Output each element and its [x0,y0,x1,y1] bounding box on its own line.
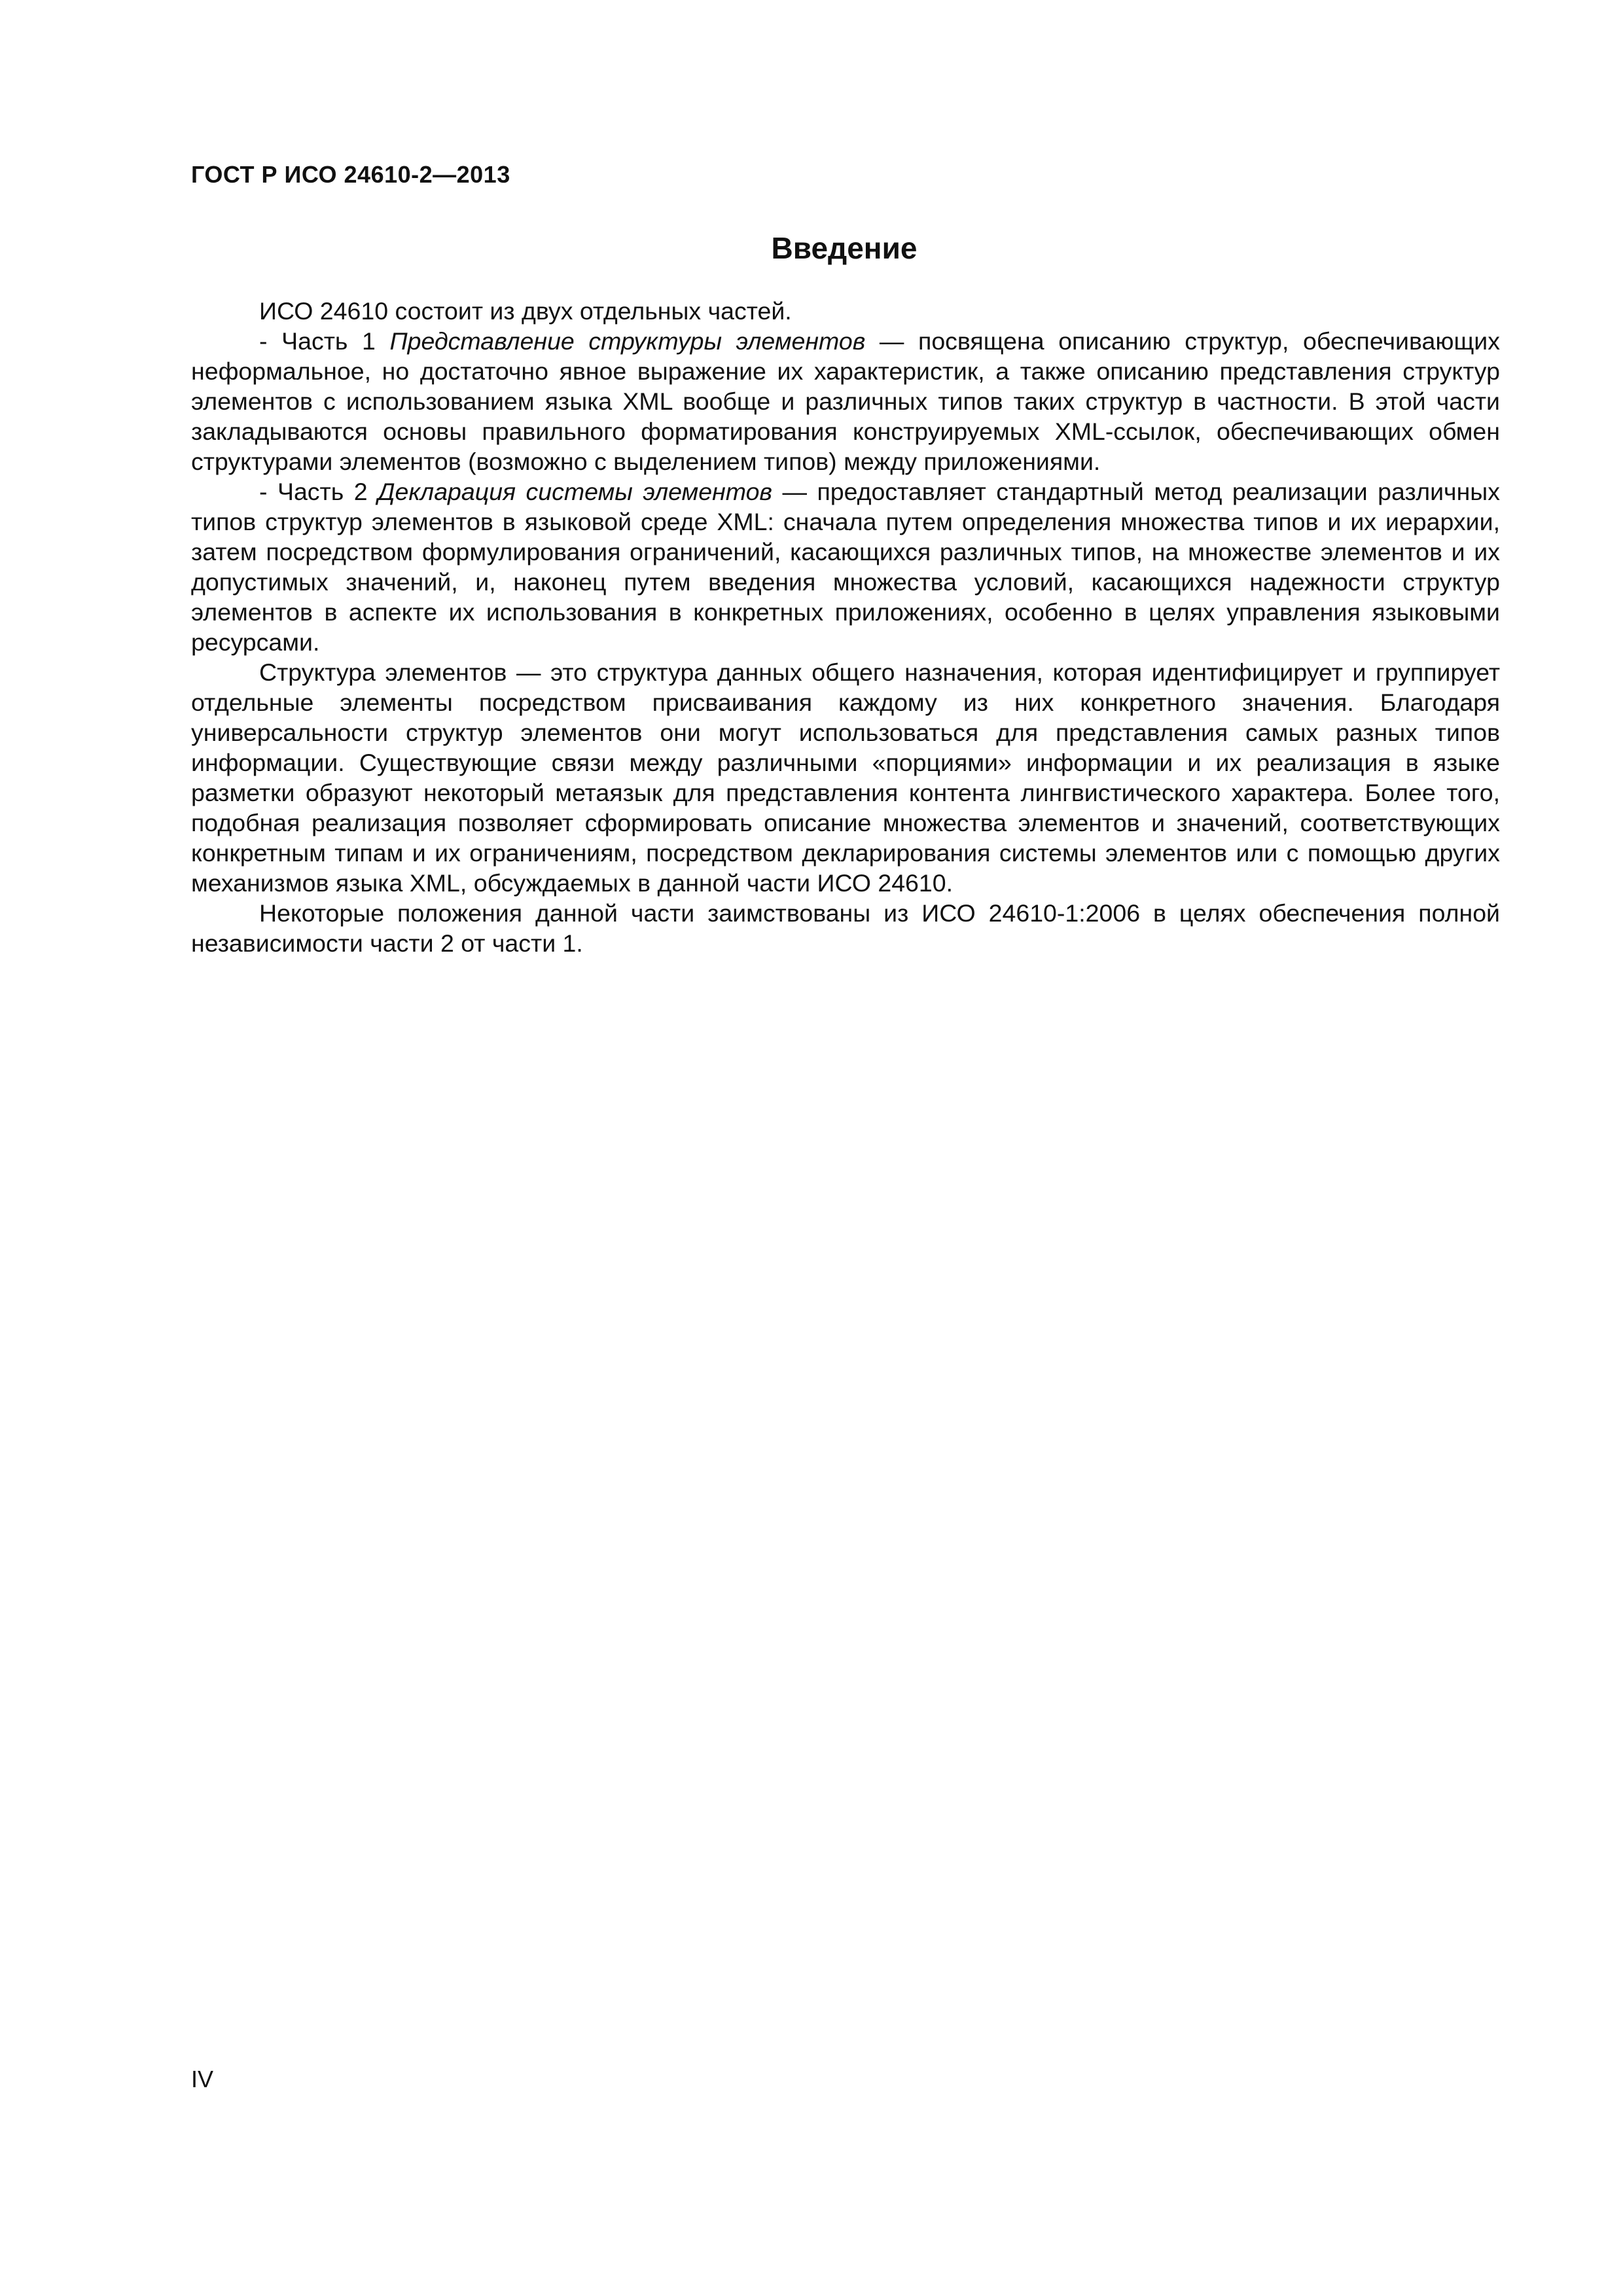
paragraph-1: ИСО 24610 состоит из двух отдельных частей. [259,297,792,325]
paragraph-2-text: — посвящена описанию структур, обеспечивающих неформальное, но достаточно явное выражение их характеристик, а также описанию представления структур элементов с использованием языка XML вообще и различных типов таких структур в частности. В этой части закладываются основы правильного форматирования конструируемых XML-ссылок, обеспечивающих обмен структурами элементов (возможно с выделением типов) между приложениями. [191,327,1500,475]
paragraph-4: Структура элементов — это структура данных общего назначения, которая идентифицирует и группирует отдельные элементы посредством присваивания каждому из них конкретного значения. Благодаря универсальности структур элементов они могут использоваться для представления самых разных типов информации. Существующие связи между различными «порциями» информации и их реализация в языке разметки образуют некоторый метаязык для представления контента лингвистического характера. Более того, подобная реализация позволяет сформировать описание множества элементов и значений, соответствующих конкретным типам и их ограничениям, посредством декларирования системы элементов или с помощью других механизмов языка XML, обсуждаемых в данной части ИСО 24610. [191,658,1500,897]
paragraph-2 [191,326,1500,476]
page-number: IV [191,2066,214,2092]
paragraph-2-part-title: Представление структуры элементов [389,327,866,355]
document-body [191,296,1500,958]
document-header: ГОСТ Р ИСО 24610-2—2013 [191,161,510,188]
paragraph-3-part-title: Декларация системы элементов [378,478,773,505]
paragraph-3-prefix: - Часть 2 [259,478,378,505]
paragraph-3-text: — предоставляет стандартный метод реализации различных типов структур элементов в языковой среде XML: сначала путем определения множества типов и их иерархии, затем посредством формулирования ограничений, касающихся различных типов, на множестве элементов и их допустимых значений, и, наконец путем введения множества условий, касающихся надежности структур элементов в аспекте их использования в конкретных приложениях, особенно в целях управления языковыми ресурсами. [191,478,1500,656]
paragraph-2-prefix: - Часть 1 [259,327,390,355]
section-title: Введение [771,231,918,265]
paragraph-3 [191,476,1500,657]
paragraph-5: Некоторые положения данной части заимствованы из ИСО 24610-1:2006 в целях обеспечения полной независимости части 2 от части 1. [191,899,1500,957]
